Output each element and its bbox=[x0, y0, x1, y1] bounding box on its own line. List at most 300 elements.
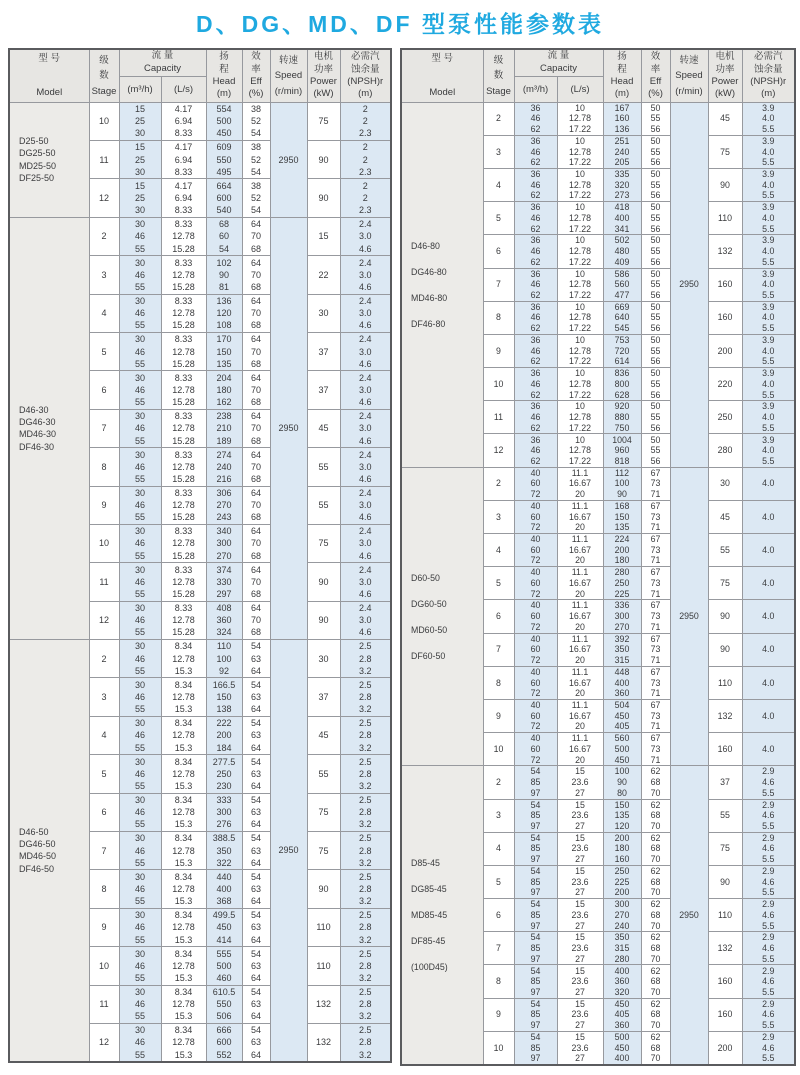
capacity-m3h-cell: 30 46 55 bbox=[119, 524, 161, 562]
capacity-ls-cell: 10 12.78 17.22 bbox=[557, 268, 603, 301]
capacity-ls-cell: 11.1 16.67 20 bbox=[557, 699, 603, 732]
catalog-page bbox=[0, 6, 800, 1075]
flow-ls-header: (L/s) bbox=[557, 76, 603, 102]
speed-cell: 2950 bbox=[270, 102, 307, 217]
capacity-ls-cell: 10 12.78 17.22 bbox=[557, 301, 603, 334]
capacity-ls-cell: 8.34 12.78 15.3 bbox=[161, 640, 206, 678]
power-cell: 30 bbox=[307, 640, 340, 678]
left-performance-table bbox=[8, 48, 392, 1063]
capacity-m3h-cell: 30 46 55 bbox=[119, 985, 161, 1023]
npsh-cell: 2 2 2.3 bbox=[340, 179, 391, 217]
stage-cell: 7 bbox=[89, 409, 119, 447]
head-cell: 335 320 273 bbox=[603, 168, 641, 201]
power-cell: 132 bbox=[708, 932, 742, 965]
head-cell: 251 240 205 bbox=[603, 135, 641, 168]
capacity-ls-cell: 15 23.6 27 bbox=[557, 998, 603, 1031]
stage-cell: 5 bbox=[483, 865, 514, 898]
head-cell: 274 240 216 bbox=[206, 448, 242, 486]
capacity-ls-cell: 11.1 16.67 20 bbox=[557, 567, 603, 600]
eff-cell: 50 55 56 bbox=[641, 202, 670, 235]
eff-cell: 64 70 68 bbox=[242, 332, 270, 370]
head-cell: 136 120 108 bbox=[206, 294, 242, 332]
stage-header: 级 数 Stage bbox=[483, 49, 514, 102]
capacity-ls-cell: 8.33 12.78 15.28 bbox=[161, 409, 206, 447]
capacity-ls-cell: 15 23.6 27 bbox=[557, 932, 603, 965]
npsh-cell: 2.5 2.8 3.2 bbox=[340, 947, 391, 985]
capacity-ls-cell: 8.33 12.78 15.28 bbox=[161, 524, 206, 562]
head-cell: 224 200 180 bbox=[603, 534, 641, 567]
capacity-ls-cell: 15 23.6 27 bbox=[557, 965, 603, 998]
model-cell: D46-80 DG46-80 MD46-80 DF46-80 bbox=[401, 102, 483, 467]
head-cell: 499.5 450 414 bbox=[206, 908, 242, 946]
npsh-cell: 2.4 3.0 4.6 bbox=[340, 563, 391, 601]
stage-header: 级 数 Stage bbox=[89, 49, 119, 102]
power-cell: 55 bbox=[708, 534, 742, 567]
capacity-ls-cell: 15 23.6 27 bbox=[557, 799, 603, 832]
capacity-ls-cell: 8.33 12.78 15.28 bbox=[161, 563, 206, 601]
stage-cell: 11 bbox=[483, 401, 514, 434]
capacity-m3h-cell: 30 46 55 bbox=[119, 832, 161, 870]
stage-cell: 12 bbox=[89, 601, 119, 639]
capacity-m3h-cell: 15 25 30 bbox=[119, 179, 161, 217]
power-cell: 45 bbox=[708, 500, 742, 533]
npsh-cell: 2 2 2.3 bbox=[340, 102, 391, 140]
stage-cell: 6 bbox=[483, 899, 514, 932]
npsh-cell: 4.0 bbox=[742, 534, 795, 567]
speed-cell: 2950 bbox=[670, 766, 708, 1065]
eff-cell: 67 73 71 bbox=[641, 534, 670, 567]
capacity-ls-cell: 11.1 16.67 20 bbox=[557, 500, 603, 533]
capacity-m3h-cell: 15 25 30 bbox=[119, 102, 161, 140]
model-group-D60-50 bbox=[401, 467, 795, 766]
eff-cell: 64 70 68 bbox=[242, 217, 270, 255]
eff-cell: 62 68 70 bbox=[641, 799, 670, 832]
eff-cell: 62 68 70 bbox=[641, 865, 670, 898]
power-cell: 90 bbox=[307, 563, 340, 601]
eff-cell: 50 55 56 bbox=[641, 168, 670, 201]
model-group-D85-45 bbox=[401, 766, 795, 1065]
npsh-cell: 2.4 3.0 4.6 bbox=[340, 524, 391, 562]
stage-cell: 2 bbox=[483, 766, 514, 799]
stage-cell: 4 bbox=[483, 168, 514, 201]
stage-cell: 5 bbox=[89, 332, 119, 370]
eff-cell: 62 68 70 bbox=[641, 932, 670, 965]
model-header: 型 号 Model bbox=[9, 49, 89, 102]
power-cell: 280 bbox=[708, 434, 742, 467]
speed-cell: 2950 bbox=[270, 217, 307, 639]
npsh-cell: 4.0 bbox=[742, 699, 795, 732]
head-cell: 610.5 550 506 bbox=[206, 985, 242, 1023]
power-cell: 45 bbox=[307, 409, 340, 447]
power-cell: 75 bbox=[708, 135, 742, 168]
eff-cell: 54 63 64 bbox=[242, 870, 270, 908]
capacity-m3h-cell: 36 46 62 bbox=[514, 434, 557, 467]
capacity-m3h-cell: 30 46 55 bbox=[119, 332, 161, 370]
stage-cell: 2 bbox=[89, 640, 119, 678]
capacity-m3h-cell: 54 85 97 bbox=[514, 799, 557, 832]
head-cell: 250 225 200 bbox=[603, 865, 641, 898]
stage-cell: 11 bbox=[89, 985, 119, 1023]
flow-ls-header: (L/s) bbox=[161, 76, 206, 102]
npsh-cell: 4.0 bbox=[742, 600, 795, 633]
npsh-cell: 2.5 2.8 3.2 bbox=[340, 678, 391, 716]
npsh-cell: 3.9 4.0 5.5 bbox=[742, 334, 795, 367]
head-cell: 350 315 280 bbox=[603, 932, 641, 965]
head-cell: 392 350 315 bbox=[603, 633, 641, 666]
capacity-m3h-cell: 30 46 55 bbox=[119, 256, 161, 294]
capacity-m3h-cell: 30 46 55 bbox=[119, 409, 161, 447]
npsh-cell: 2.5 2.8 3.2 bbox=[340, 1023, 391, 1061]
right-performance-table bbox=[400, 48, 796, 1066]
stage-cell: 3 bbox=[483, 799, 514, 832]
capacity-ls-cell: 4.17 6.94 8.33 bbox=[161, 179, 206, 217]
capacity-m3h-cell: 15 25 30 bbox=[119, 140, 161, 178]
capacity-ls-cell: 15 23.6 27 bbox=[557, 899, 603, 932]
capacity-m3h-cell: 36 46 62 bbox=[514, 102, 557, 135]
capacity-m3h-cell: 36 46 62 bbox=[514, 235, 557, 268]
head-cell: 500 450 400 bbox=[603, 1031, 641, 1065]
capacity-m3h-cell: 54 85 97 bbox=[514, 1031, 557, 1065]
power-cell: 132 bbox=[708, 699, 742, 732]
capacity-ls-cell: 15 23.6 27 bbox=[557, 832, 603, 865]
tables-container bbox=[0, 48, 800, 1066]
head-cell: 836 800 628 bbox=[603, 368, 641, 401]
eff-cell: 50 55 56 bbox=[641, 135, 670, 168]
eff-cell: 54 63 64 bbox=[242, 716, 270, 754]
capacity-m3h-cell: 36 46 62 bbox=[514, 368, 557, 401]
capacity-m3h-cell: 36 46 62 bbox=[514, 168, 557, 201]
head-cell: 238 210 189 bbox=[206, 409, 242, 447]
head-cell: 150 135 120 bbox=[603, 799, 641, 832]
power-cell: 90 bbox=[307, 140, 340, 178]
capacity-m3h-cell: 36 46 62 bbox=[514, 268, 557, 301]
eff-cell: 38 52 54 bbox=[242, 140, 270, 178]
capacity-ls-cell: 8.34 12.78 15.3 bbox=[161, 908, 206, 946]
power-cell: 75 bbox=[307, 524, 340, 562]
stage-cell: 9 bbox=[483, 334, 514, 367]
capacity-m3h-cell: 40 60 72 bbox=[514, 633, 557, 666]
head-cell: 100 90 80 bbox=[603, 766, 641, 799]
npsh-cell: 2.4 3.0 4.6 bbox=[340, 601, 391, 639]
capacity-ls-cell: 11.1 16.67 20 bbox=[557, 733, 603, 766]
capacity-ls-cell: 8.33 12.78 15.28 bbox=[161, 448, 206, 486]
power-cell: 75 bbox=[307, 832, 340, 870]
capacity-m3h-cell: 54 85 97 bbox=[514, 766, 557, 799]
flow-m3h-header: (m³/h) bbox=[119, 76, 161, 102]
npsh-cell: 4.0 bbox=[742, 733, 795, 766]
stage-cell: 10 bbox=[483, 1031, 514, 1065]
power-cell: 160 bbox=[708, 998, 742, 1031]
capacity-ls-cell: 10 12.78 17.22 bbox=[557, 368, 603, 401]
power-cell: 200 bbox=[708, 334, 742, 367]
eff-cell: 64 70 68 bbox=[242, 409, 270, 447]
npsh-cell: 3.9 4.0 5.5 bbox=[742, 235, 795, 268]
stage-cell: 12 bbox=[483, 434, 514, 467]
power-cell: 90 bbox=[708, 633, 742, 666]
stage-cell: 10 bbox=[89, 524, 119, 562]
head-cell: 418 400 341 bbox=[603, 202, 641, 235]
head-header: 扬 程 Head (m) bbox=[603, 49, 641, 102]
power-cell: 200 bbox=[708, 1031, 742, 1065]
head-cell: 388.5 350 322 bbox=[206, 832, 242, 870]
head-cell: 666 600 552 bbox=[206, 1023, 242, 1061]
head-cell: 340 300 270 bbox=[206, 524, 242, 562]
eff-cell: 64 70 68 bbox=[242, 256, 270, 294]
capacity-ls-cell: 10 12.78 17.22 bbox=[557, 135, 603, 168]
head-cell: 408 360 324 bbox=[206, 601, 242, 639]
stage-cell: 3 bbox=[89, 678, 119, 716]
head-cell: 300 270 240 bbox=[603, 899, 641, 932]
head-cell: 504 450 405 bbox=[603, 699, 641, 732]
capacity-m3h-cell: 30 46 55 bbox=[119, 870, 161, 908]
power-cell: 55 bbox=[708, 799, 742, 832]
npsh-cell: 2.5 2.8 3.2 bbox=[340, 908, 391, 946]
stage-cell: 5 bbox=[483, 567, 514, 600]
capacity-ls-cell: 8.33 12.78 15.28 bbox=[161, 371, 206, 409]
eff-cell: 50 55 56 bbox=[641, 334, 670, 367]
power-cell: 90 bbox=[708, 168, 742, 201]
flow-m3h-header: (m³/h) bbox=[514, 76, 557, 102]
stage-cell: 10 bbox=[483, 733, 514, 766]
capacity-ls-cell: 8.33 12.78 15.28 bbox=[161, 217, 206, 255]
capacity-ls-cell: 10 12.78 17.22 bbox=[557, 334, 603, 367]
model-cell: D46-50 DG46-50 MD46-50 DF46-50 bbox=[9, 640, 89, 1062]
power-cell: 90 bbox=[307, 870, 340, 908]
power-cell: 75 bbox=[708, 567, 742, 600]
capacity-m3h-cell: 36 46 62 bbox=[514, 401, 557, 434]
power-cell: 90 bbox=[307, 179, 340, 217]
capacity-ls-cell: 10 12.78 17.22 bbox=[557, 102, 603, 135]
capacity-m3h-cell: 30 46 55 bbox=[119, 371, 161, 409]
power-cell: 90 bbox=[708, 865, 742, 898]
capacity-m3h-cell: 30 46 55 bbox=[119, 294, 161, 332]
power-cell: 160 bbox=[708, 268, 742, 301]
npsh-cell: 2 2 2.3 bbox=[340, 140, 391, 178]
eff-cell: 54 63 64 bbox=[242, 947, 270, 985]
capacity-ls-cell: 15 23.6 27 bbox=[557, 1031, 603, 1065]
capacity-ls-cell: 11.1 16.67 20 bbox=[557, 633, 603, 666]
head-cell: 664 600 540 bbox=[206, 179, 242, 217]
npsh-cell: 2.9 4.6 5.5 bbox=[742, 766, 795, 799]
eff-cell: 64 70 68 bbox=[242, 486, 270, 524]
power-cell: 45 bbox=[307, 716, 340, 754]
power-cell: 22 bbox=[307, 256, 340, 294]
eff-cell: 54 63 64 bbox=[242, 1023, 270, 1061]
model-header: 型 号 Model bbox=[401, 49, 483, 102]
capacity-m3h-cell: 36 46 62 bbox=[514, 202, 557, 235]
stage-cell: 6 bbox=[89, 793, 119, 831]
eff-cell: 38 52 54 bbox=[242, 102, 270, 140]
power-cell: 132 bbox=[307, 985, 340, 1023]
eff-cell: 67 73 71 bbox=[641, 567, 670, 600]
capacity-m3h-cell: 30 46 55 bbox=[119, 563, 161, 601]
eff-cell: 67 73 71 bbox=[641, 500, 670, 533]
stage-row bbox=[401, 467, 795, 500]
npsh-cell: 2.5 2.8 3.2 bbox=[340, 640, 391, 678]
capacity-ls-cell: 8.33 12.78 15.28 bbox=[161, 332, 206, 370]
stage-row bbox=[401, 766, 795, 799]
stage-row bbox=[9, 217, 391, 255]
capacity-m3h-cell: 30 46 55 bbox=[119, 217, 161, 255]
stage-cell: 12 bbox=[89, 179, 119, 217]
npsh-cell: 2.5 2.8 3.2 bbox=[340, 793, 391, 831]
power-cell: 160 bbox=[708, 733, 742, 766]
capacity-m3h-cell: 40 60 72 bbox=[514, 666, 557, 699]
npsh-cell: 2.5 2.8 3.2 bbox=[340, 985, 391, 1023]
npsh-cell: 2.9 4.6 5.5 bbox=[742, 899, 795, 932]
eff-cell: 54 63 64 bbox=[242, 640, 270, 678]
capacity-ls-cell: 8.34 12.78 15.3 bbox=[161, 870, 206, 908]
stage-cell: 6 bbox=[483, 600, 514, 633]
eff-cell: 62 68 70 bbox=[641, 1031, 670, 1065]
npsh-header: 必需汽 蚀余量 (NPSH)r (m) bbox=[340, 49, 391, 102]
power-cell: 15 bbox=[307, 217, 340, 255]
npsh-cell: 4.0 bbox=[742, 633, 795, 666]
stage-cell: 2 bbox=[89, 217, 119, 255]
capacity-m3h-cell: 54 85 97 bbox=[514, 899, 557, 932]
capacity-header: 流 量 Capacity bbox=[119, 49, 206, 76]
model-group-D25-50 bbox=[9, 102, 391, 217]
capacity-m3h-cell: 40 60 72 bbox=[514, 699, 557, 732]
npsh-cell: 3.9 4.0 5.5 bbox=[742, 268, 795, 301]
eff-cell: 67 73 71 bbox=[641, 733, 670, 766]
power-cell: 110 bbox=[708, 899, 742, 932]
left-table-mount bbox=[8, 48, 392, 1063]
npsh-cell: 4.0 bbox=[742, 567, 795, 600]
npsh-cell: 2.5 2.8 3.2 bbox=[340, 832, 391, 870]
power-cell: 220 bbox=[708, 368, 742, 401]
eff-cell: 64 70 68 bbox=[242, 601, 270, 639]
eff-cell: 54 63 64 bbox=[242, 793, 270, 831]
head-cell: 374 330 297 bbox=[206, 563, 242, 601]
stage-row bbox=[401, 102, 795, 135]
capacity-ls-cell: 4.17 6.94 8.33 bbox=[161, 102, 206, 140]
power-cell: 37 bbox=[307, 332, 340, 370]
stage-cell: 4 bbox=[483, 534, 514, 567]
eff-cell: 67 73 71 bbox=[641, 666, 670, 699]
stage-cell: 5 bbox=[483, 202, 514, 235]
head-cell: 586 560 477 bbox=[603, 268, 641, 301]
capacity-ls-cell: 8.33 12.78 15.28 bbox=[161, 294, 206, 332]
eff-cell: 64 70 68 bbox=[242, 524, 270, 562]
head-cell: 920 880 750 bbox=[603, 401, 641, 434]
power-cell: 110 bbox=[708, 202, 742, 235]
power-cell: 55 bbox=[307, 486, 340, 524]
capacity-m3h-cell: 30 46 55 bbox=[119, 793, 161, 831]
head-cell: 336 300 270 bbox=[603, 600, 641, 633]
eff-cell: 62 68 70 bbox=[641, 766, 670, 799]
capacity-m3h-cell: 30 46 55 bbox=[119, 908, 161, 946]
model-cell: D25-50 DG25-50 MD25-50 DF25-50 bbox=[9, 102, 89, 217]
npsh-cell: 4.0 bbox=[742, 467, 795, 500]
npsh-cell: 2.5 2.8 3.2 bbox=[340, 716, 391, 754]
head-cell: 450 405 360 bbox=[603, 998, 641, 1031]
capacity-m3h-cell: 40 60 72 bbox=[514, 733, 557, 766]
head-cell: 400 360 320 bbox=[603, 965, 641, 998]
capacity-ls-cell: 10 12.78 17.22 bbox=[557, 235, 603, 268]
power-cell: 37 bbox=[307, 371, 340, 409]
eff-cell: 64 70 68 bbox=[242, 448, 270, 486]
capacity-m3h-cell: 36 46 62 bbox=[514, 301, 557, 334]
head-cell: 167 160 136 bbox=[603, 102, 641, 135]
npsh-cell: 2.4 3.0 4.6 bbox=[340, 371, 391, 409]
head-cell: 440 400 368 bbox=[206, 870, 242, 908]
capacity-m3h-cell: 40 60 72 bbox=[514, 567, 557, 600]
power-cell: 30 bbox=[307, 294, 340, 332]
capacity-m3h-cell: 30 46 55 bbox=[119, 716, 161, 754]
capacity-ls-cell: 8.34 12.78 15.3 bbox=[161, 678, 206, 716]
stage-cell: 8 bbox=[483, 301, 514, 334]
eff-cell: 62 68 70 bbox=[641, 965, 670, 998]
eff-cell: 62 68 70 bbox=[641, 998, 670, 1031]
capacity-m3h-cell: 40 60 72 bbox=[514, 467, 557, 500]
eff-cell: 67 73 71 bbox=[641, 633, 670, 666]
npsh-cell: 2.5 2.8 3.2 bbox=[340, 870, 391, 908]
npsh-cell: 3.9 4.0 5.5 bbox=[742, 102, 795, 135]
capacity-ls-cell: 8.33 12.78 15.28 bbox=[161, 601, 206, 639]
npsh-cell: 3.9 4.0 5.5 bbox=[742, 368, 795, 401]
power-cell: 90 bbox=[708, 600, 742, 633]
power-cell: 110 bbox=[307, 908, 340, 946]
stage-cell: 8 bbox=[483, 666, 514, 699]
eff-cell: 50 55 56 bbox=[641, 301, 670, 334]
head-cell: 753 720 614 bbox=[603, 334, 641, 367]
head-cell: 102 90 81 bbox=[206, 256, 242, 294]
eff-cell: 67 73 71 bbox=[641, 467, 670, 500]
capacity-ls-cell: 10 12.78 17.22 bbox=[557, 434, 603, 467]
model-group-D46-50 bbox=[9, 640, 391, 1062]
capacity-ls-cell: 10 12.78 17.22 bbox=[557, 168, 603, 201]
capacity-ls-cell: 8.34 12.78 15.3 bbox=[161, 1023, 206, 1061]
power-cell: 160 bbox=[708, 965, 742, 998]
npsh-cell: 3.9 4.0 5.5 bbox=[742, 401, 795, 434]
power-header: 电机 功率 Power (kW) bbox=[708, 49, 742, 102]
npsh-cell: 3.9 4.0 5.5 bbox=[742, 301, 795, 334]
capacity-ls-cell: 4.17 6.94 8.33 bbox=[161, 140, 206, 178]
npsh-cell: 2.4 3.0 4.6 bbox=[340, 332, 391, 370]
eff-header: 效 率 Eff (%) bbox=[641, 49, 670, 102]
speed-cell: 2950 bbox=[670, 467, 708, 766]
power-cell: 160 bbox=[708, 301, 742, 334]
stage-cell: 4 bbox=[89, 716, 119, 754]
npsh-cell: 3.9 4.0 5.5 bbox=[742, 135, 795, 168]
model-cell: D46-30 DG46-30 MD46-30 DF46-30 bbox=[9, 217, 89, 639]
eff-cell: 50 55 56 bbox=[641, 401, 670, 434]
npsh-cell: 2.4 3.0 4.6 bbox=[340, 448, 391, 486]
head-cell: 170 150 135 bbox=[206, 332, 242, 370]
head-cell: 110 100 92 bbox=[206, 640, 242, 678]
npsh-cell: 2.4 3.0 4.6 bbox=[340, 294, 391, 332]
stage-cell: 9 bbox=[483, 699, 514, 732]
right-table-mount bbox=[400, 48, 796, 1066]
npsh-cell: 2.9 4.6 5.5 bbox=[742, 799, 795, 832]
eff-header: 效 率 Eff (%) bbox=[242, 49, 270, 102]
stage-cell: 4 bbox=[89, 294, 119, 332]
npsh-cell: 4.0 bbox=[742, 666, 795, 699]
capacity-ls-cell: 8.34 12.78 15.3 bbox=[161, 793, 206, 831]
power-cell: 75 bbox=[307, 102, 340, 140]
capacity-m3h-cell: 54 85 97 bbox=[514, 998, 557, 1031]
npsh-cell: 2.4 3.0 4.6 bbox=[340, 217, 391, 255]
stage-cell: 7 bbox=[483, 268, 514, 301]
power-cell: 75 bbox=[307, 793, 340, 831]
capacity-m3h-cell: 40 60 72 bbox=[514, 534, 557, 567]
capacity-ls-cell: 8.34 12.78 15.3 bbox=[161, 832, 206, 870]
capacity-ls-cell: 11.1 16.67 20 bbox=[557, 666, 603, 699]
stage-cell: 7 bbox=[483, 932, 514, 965]
capacity-m3h-cell: 40 60 72 bbox=[514, 600, 557, 633]
eff-cell: 50 55 56 bbox=[641, 235, 670, 268]
